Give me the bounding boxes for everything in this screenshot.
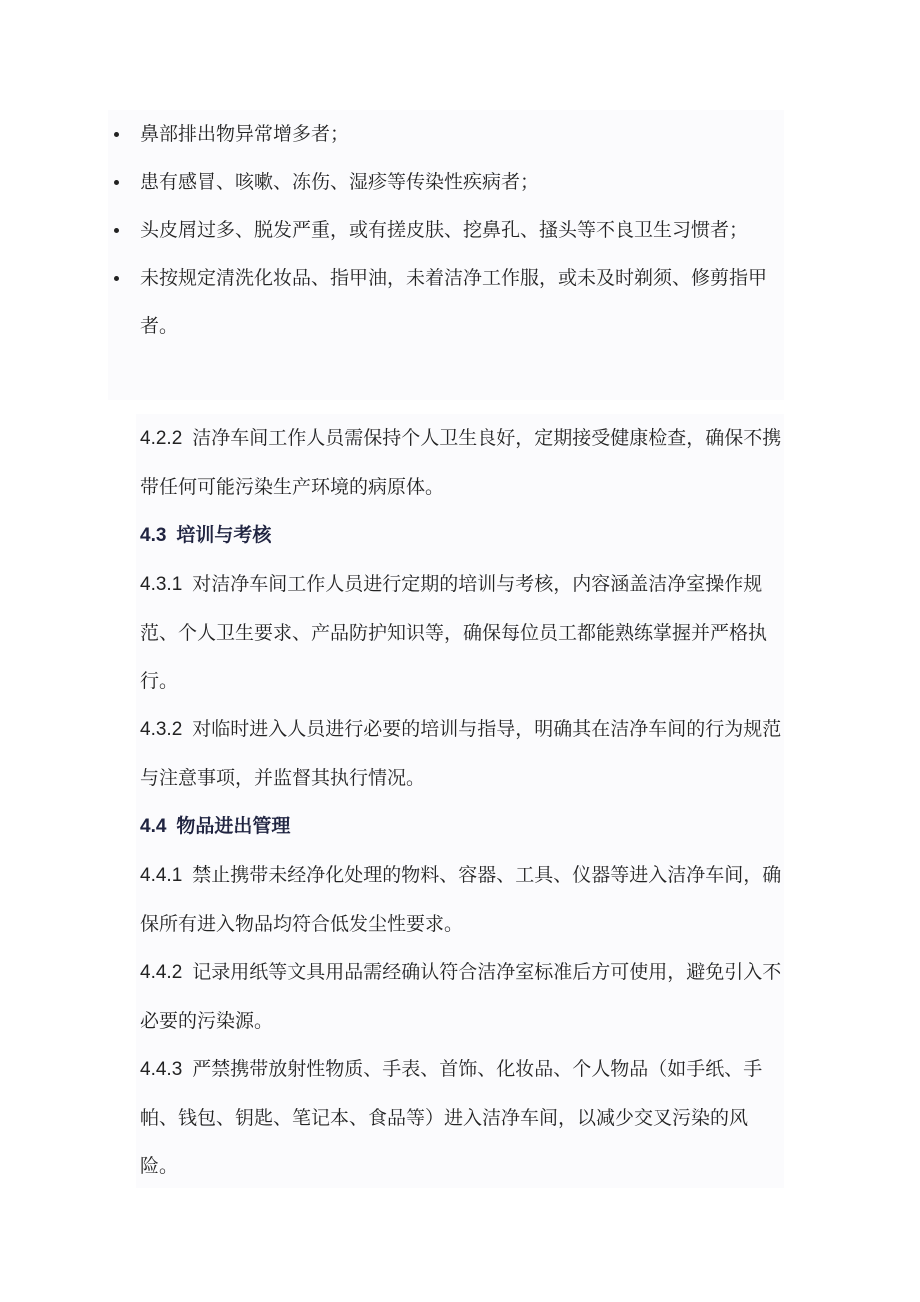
bullet-item: [108, 254, 784, 350]
bullet-text: 患有感冒、咳嗽、冻伤、湿疹等传染性疾病者；: [140, 171, 540, 193]
paragraph-4-2-2: [140, 414, 784, 511]
section-title: 培训与考核: [176, 524, 272, 546]
section-heading-4-4: [140, 802, 784, 851]
paragraph-text: 禁止携带未经净化处理的物料、容器、工具、仪器等进入洁净车间，确保所有进入物品均符合低发尘性要求。: [140, 864, 782, 935]
paragraph-text: 记录用纸等文具用品需经确认符合洁净室标准后方可使用，避免引入不必要的污染源。: [140, 961, 782, 1032]
clause-number: 4.4.1: [140, 865, 183, 886]
bullet-dot-icon: [114, 228, 119, 233]
paragraph-4-4-3: [140, 1045, 784, 1190]
bullet-item: [108, 206, 784, 254]
paragraph-text: 洁净车间工作人员需保持个人卫生良好，定期接受健康检查，确保不携带任何可能污染生产环境的病原体。: [140, 427, 782, 498]
section-number: 4.3: [140, 525, 167, 546]
document-body: [140, 414, 784, 1190]
bullet-dot-icon: [114, 180, 119, 185]
paragraph-text: 严禁携带放射性物质、手表、首饰、化妆品、个人物品（如手纸、手帕、钱包、钥匙、笔记本、食品等）进入洁净车间，以减少交叉污染的风险。: [140, 1058, 763, 1177]
clause-number: 4.4.2: [140, 962, 183, 983]
section-title: 物品进出管理: [176, 815, 291, 837]
bullet-item: [108, 158, 784, 206]
bullet-text: 未按规定清洗化妆品、指甲油，未着洁净工作服，或未及时剃须、修剪指甲者。: [140, 267, 768, 337]
paragraph-text: 对洁净车间工作人员进行定期的培训与考核，内容涵盖洁净室操作规范、个人卫生要求、产品防护知识等，确保每位员工都能熟练掌握并严格执行。: [140, 573, 768, 692]
section-number: 4.4: [140, 816, 167, 837]
paragraph-text: 对临时进入人员进行必要的培训与指导，明确其在洁净车间的行为规范与注意事项，并监督其执行情况。: [140, 718, 782, 789]
clause-number: 4.3.2: [140, 719, 183, 740]
bullet-text: 头皮屑过多、脱发严重，或有搓皮肤、挖鼻孔、搔头等不良卫生习惯者；: [140, 219, 749, 241]
exclusion-bullet-list: [108, 110, 784, 350]
clause-number: 4.3.1: [140, 574, 183, 595]
clause-number: 4.4.3: [140, 1059, 183, 1080]
paragraph-4-4-2: [140, 948, 784, 1045]
bullet-text: 鼻部排出物异常增多者；: [140, 123, 350, 145]
paragraph-4-3-1: [140, 560, 784, 705]
bullet-dot-icon: [114, 132, 119, 137]
bullet-item: [108, 110, 784, 158]
section-heading-4-3: [140, 511, 784, 560]
paragraph-4-3-2: [140, 705, 784, 802]
bullet-dot-icon: [114, 276, 119, 281]
clause-number: 4.2.2: [140, 428, 183, 449]
paragraph-4-4-1: [140, 851, 784, 948]
